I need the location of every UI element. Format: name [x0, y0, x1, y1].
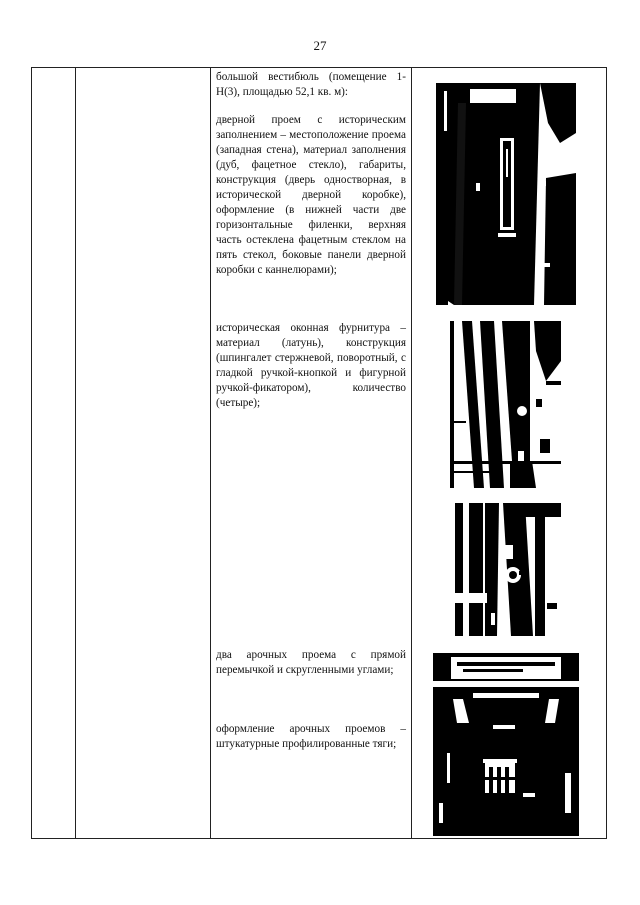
table-bottom-border — [31, 838, 607, 839]
table-top-border — [31, 67, 607, 68]
column-divider-1 — [75, 67, 76, 838]
entry-arch-decoration: оформление арочных проемов – штукатурные профилированные тяги; — [216, 723, 406, 750]
entry-vestibule: большой вестибюль (помещение 1-Н(3), площадью 52,1 кв. м): — [216, 71, 406, 98]
entry-arches: два арочных проема с прямой перемычкой и скругленными углами; — [216, 649, 406, 676]
page-number: 27 — [313, 38, 327, 53]
photo-door — [436, 83, 576, 305]
entry-door: дверной проем с историческим заполнением – местоположение проема (западная стена), материал заполнения (дуб, фацетное стекло), габариты, конструкция (дверь одностворная, в исторической дверной коробке), оформление (в нижней части две горизонтальные филенки, верхняя часть остеклена фацетным стеклом на пять стекол, боковые панели дверной коробки с каннелюрами); — [216, 114, 406, 276]
entry-window-hardware: историческая оконная фурнитура – материал (латунь), конструкция (шпингалет стержневой, поворотный, с гладкой ручкой-кнопкой и фигурной ручкой-фикатором), количество (четыре); — [216, 322, 406, 409]
photo-window-hardware — [450, 321, 561, 488]
column-divider-2 — [210, 67, 211, 838]
table-border-right — [606, 67, 607, 838]
photo-window-hardware-detail — [455, 503, 561, 636]
table-border-left — [31, 67, 32, 838]
column-divider-3 — [411, 67, 412, 838]
photo-arches — [433, 653, 579, 836]
